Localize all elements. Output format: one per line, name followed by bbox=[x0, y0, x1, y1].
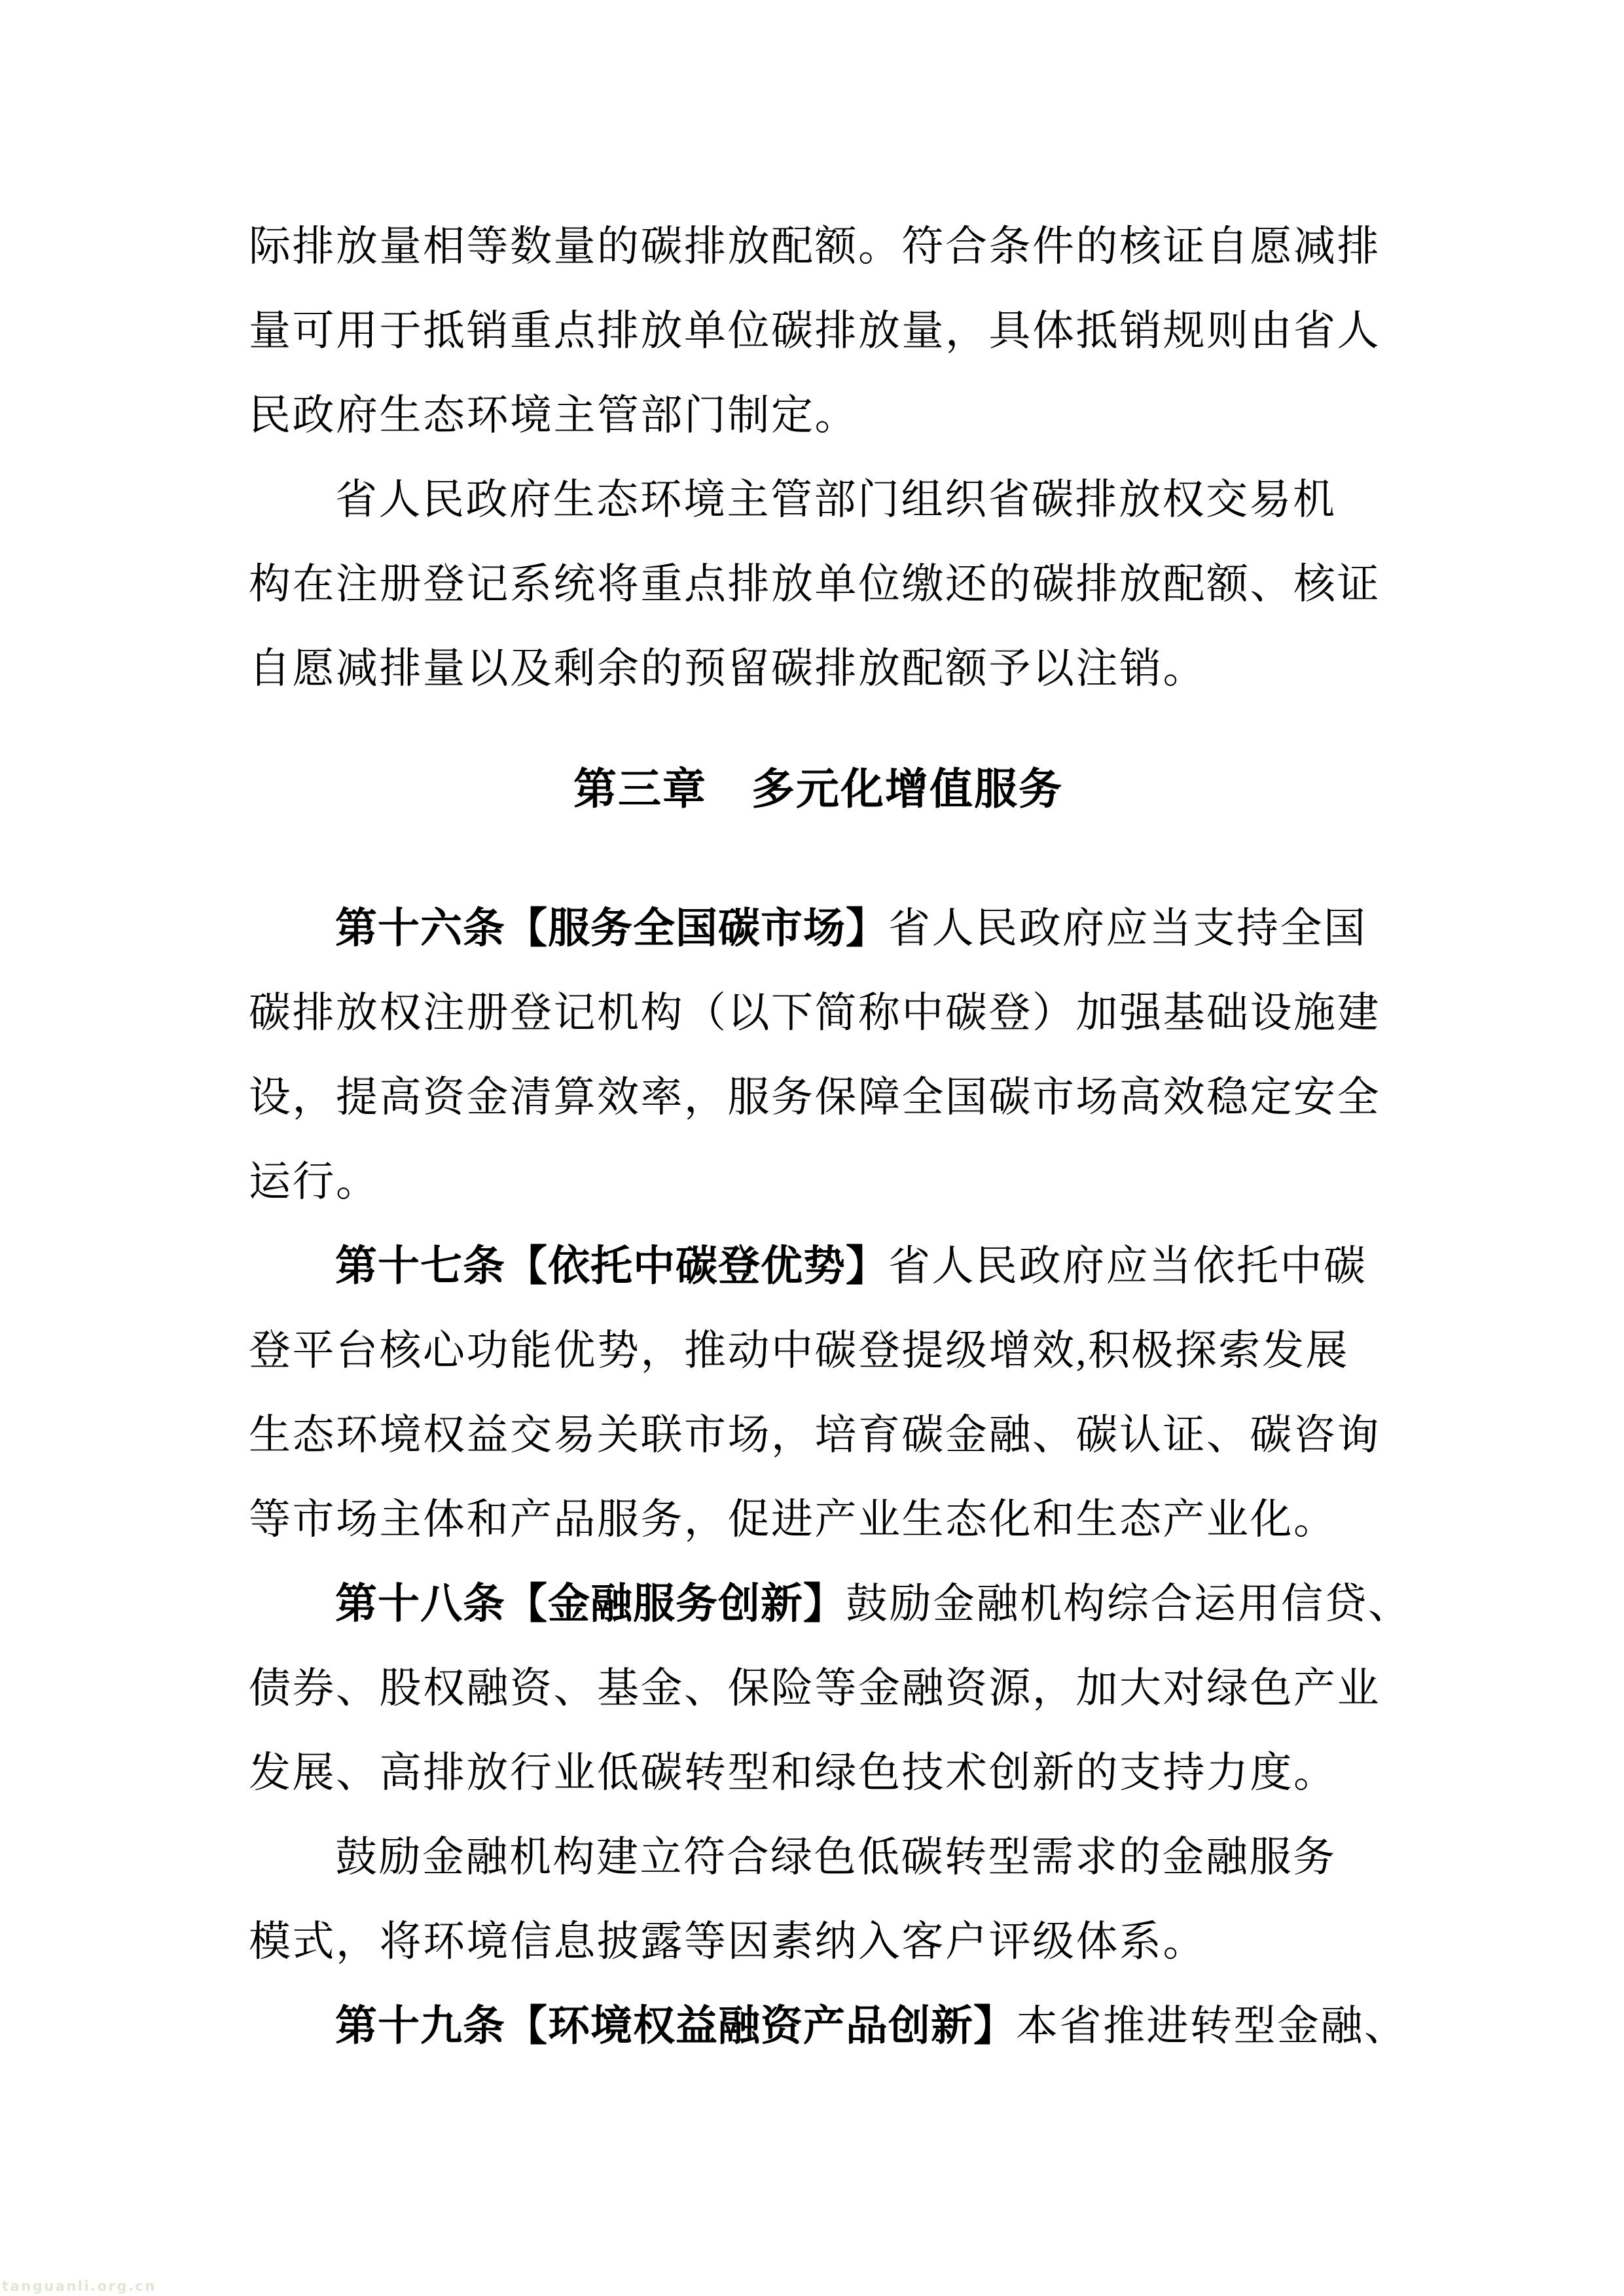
text-line: 运行。 bbox=[249, 1158, 380, 1205]
article-title-lead: 第十九条【环境权益融资产品创新】 bbox=[335, 2002, 1016, 2049]
chapter-heading: 第三章 多元化增值服务 bbox=[573, 764, 1063, 813]
text-line: 第十九条【环境权益融资产品创新】本省推进转型金融、 bbox=[335, 2002, 1408, 2049]
text-line: 发展、高排放行业低碳转型和绿色技术创新的支持力度。 bbox=[249, 1749, 1337, 1796]
text-line: 构在注册登记系统将重点排放单位缴还的碳排放配额、核证 bbox=[249, 561, 1380, 607]
text-line: 省人民政府生态环境主管部门组织省碳排放权交易机 bbox=[335, 476, 1337, 523]
text-line: 第十七条【依托中碳登优势】省人民政府应当依托中碳 bbox=[335, 1242, 1367, 1289]
text-line: 第十八条【金融服务创新】鼓励金融机构综合运用信贷、 bbox=[335, 1580, 1412, 1627]
text-line: 量可用于抵销重点排放单位碳排放量，具体抵销规则由省人 bbox=[249, 308, 1380, 354]
text-line: 登平台核心功能优势，推动中碳登提级增效,积极探索发展 bbox=[249, 1327, 1349, 1374]
text-line: 债券、股权融资、基金、保险等金融资源，加大对绿色产业 bbox=[249, 1665, 1380, 1712]
text-line: 第十六条【服务全国碳市场】省人民政府应当支持全国 bbox=[335, 905, 1367, 952]
text-line: 等市场主体和产品服务，促进产业生态化和生态产业化。 bbox=[249, 1496, 1337, 1543]
text-line: 设，提高资金清算效率，服务保障全国碳市场高效稳定安全 bbox=[249, 1074, 1380, 1121]
watermark-text: tanguanli.org.cn bbox=[2, 2278, 156, 2294]
text-line: 碳排放权注册登记机构（以下简称中碳登）加强基础设施建 bbox=[249, 990, 1380, 1036]
text-line: 鼓励金融机构建立符合绿色低碳转型需求的金融服务 bbox=[335, 1834, 1337, 1880]
text-line: 生态环境权益交易关联市场，培育碳金融、碳认证、碳咨询 bbox=[249, 1412, 1380, 1458]
text-line: 民政府生态环境主管部门制定。 bbox=[249, 392, 858, 439]
text-line: 自愿减排量以及剩余的预留碳排放配额予以注销。 bbox=[249, 645, 1206, 692]
text-line: 际排放量相等数量的碳排放配额。符合条件的核证自愿减排 bbox=[249, 223, 1380, 270]
text-line: 模式，将环境信息披露等因素纳入客户评级体系。 bbox=[249, 1918, 1206, 1965]
article-title-lead: 第十六条【服务全国碳市场】 bbox=[335, 905, 888, 952]
article-title-lead: 第十七条【依托中碳登优势】 bbox=[335, 1242, 888, 1289]
document-content bbox=[249, 204, 1412, 2068]
article-title-lead: 第十八条【金融服务创新】 bbox=[335, 1580, 846, 1627]
